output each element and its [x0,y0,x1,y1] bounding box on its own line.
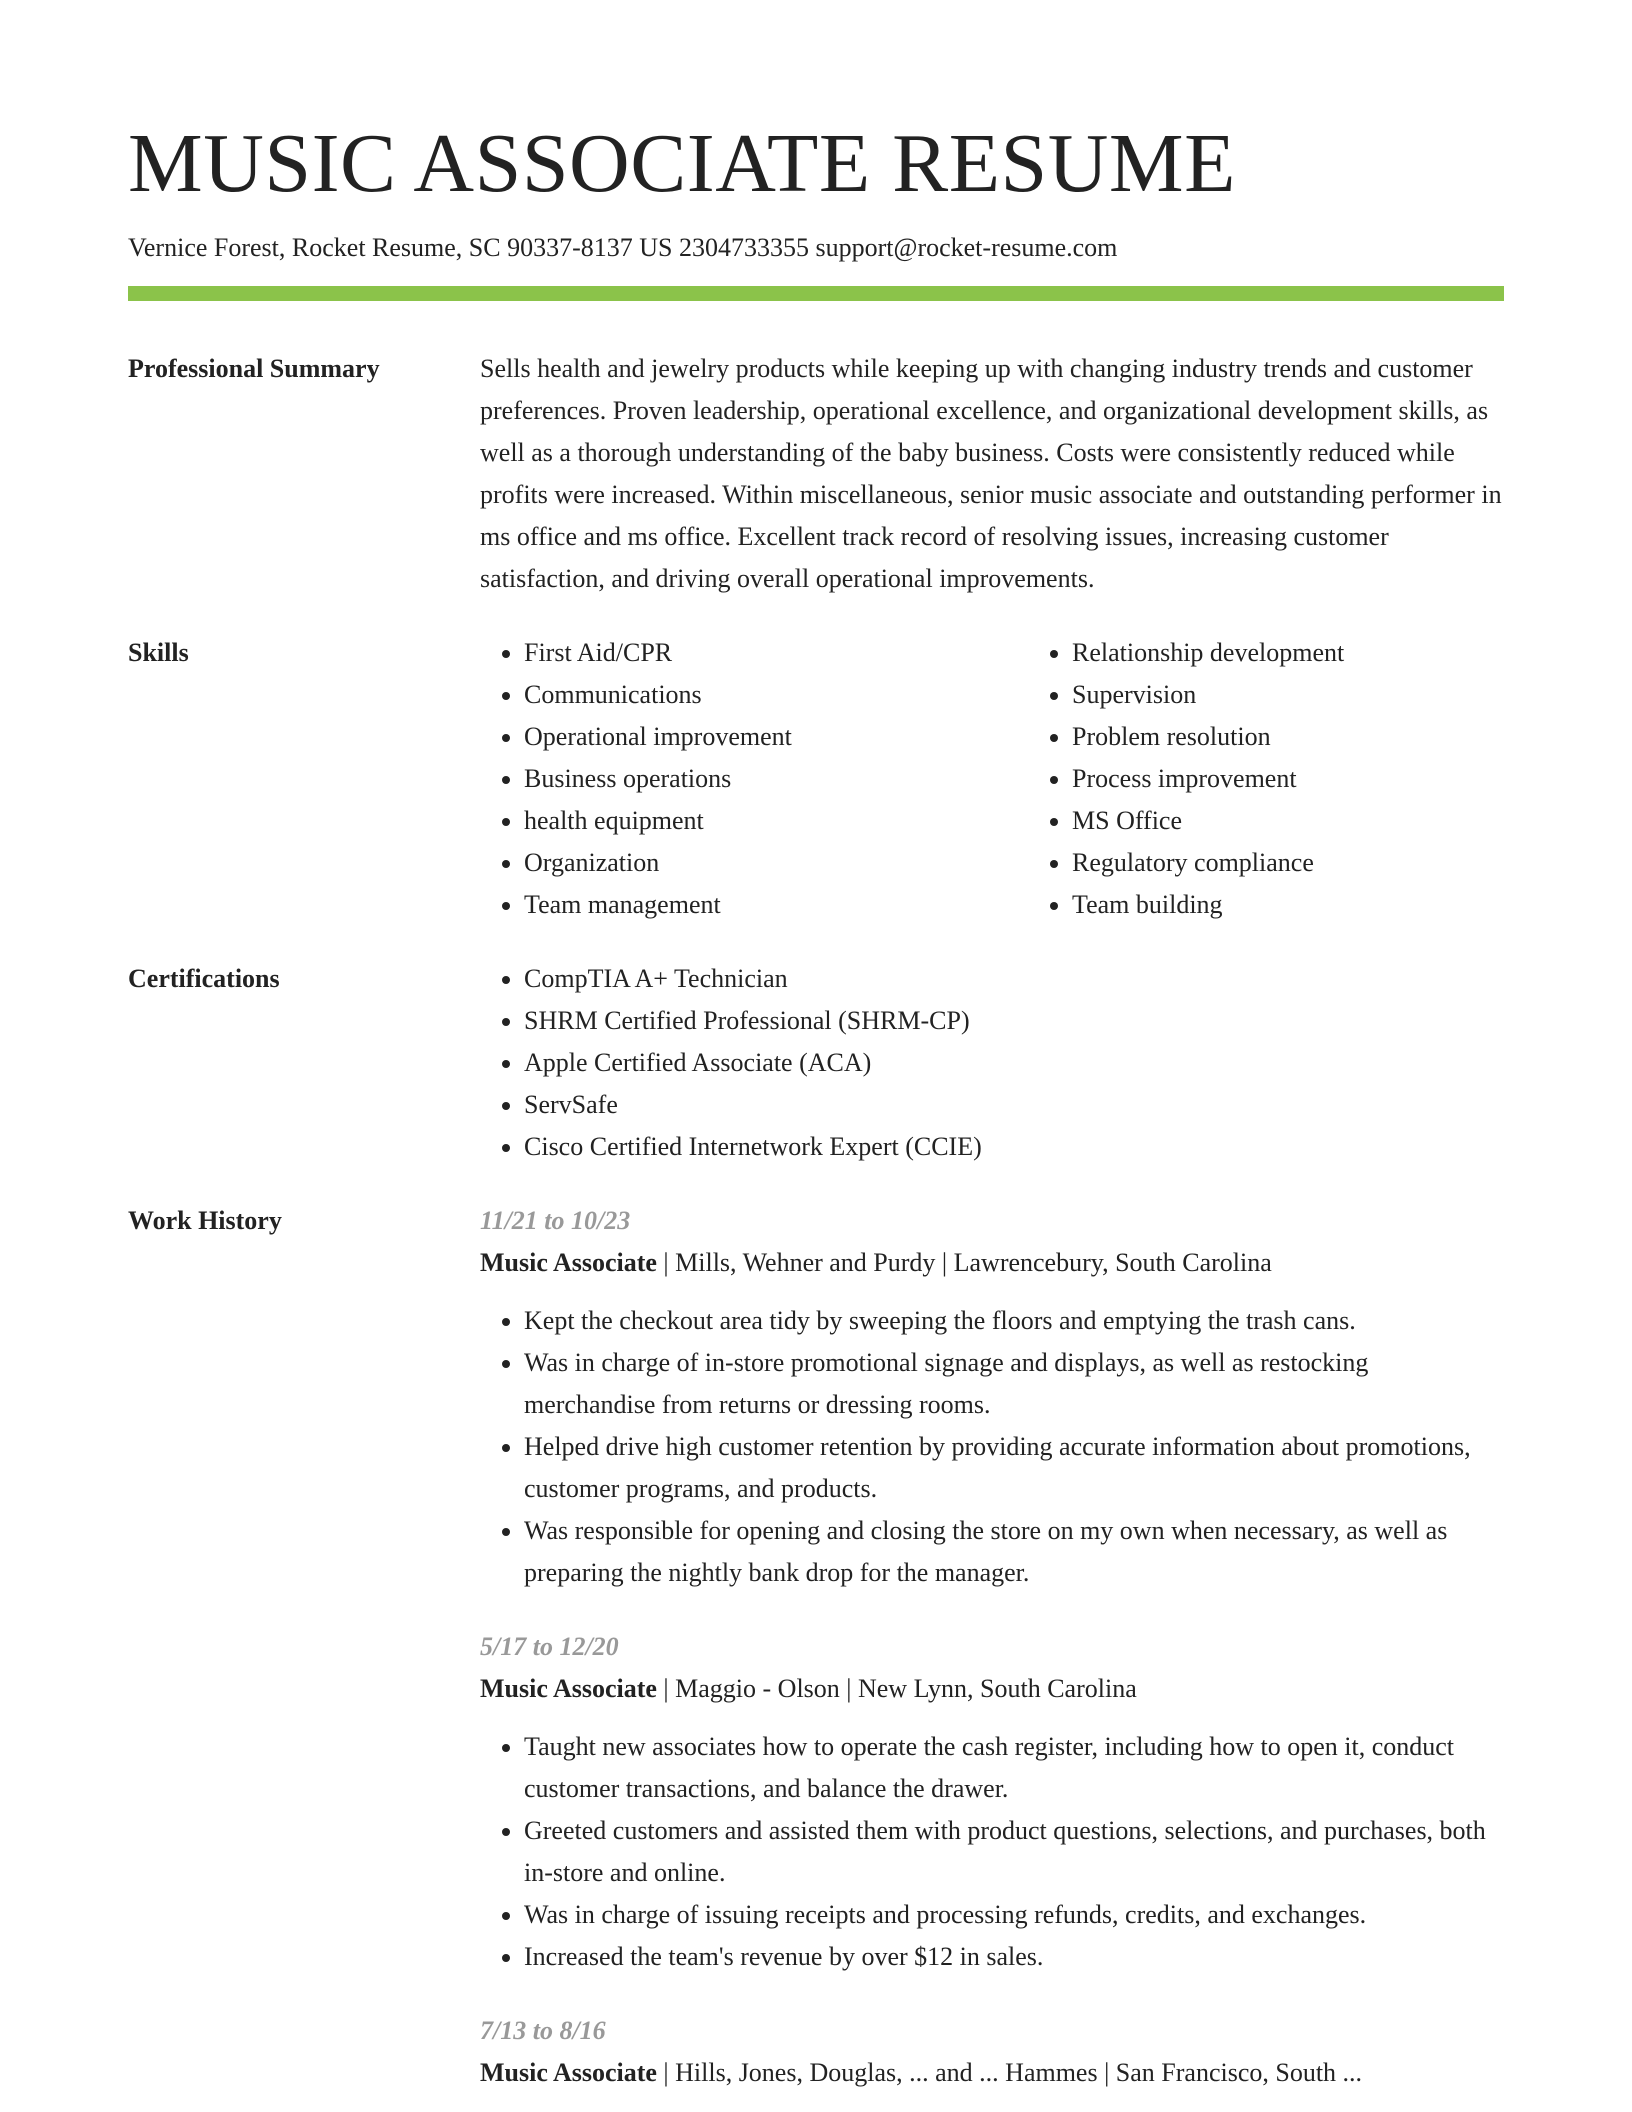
resume-title: MUSIC ASSOCIATE RESUME [128,117,1236,210]
work-history-section [128,1200,1504,2112]
job-title: Music Associate [480,2058,657,2087]
certification-item: • SHRM Certified Professional (SHRM-CP) [524,1000,1504,1042]
resume-header [128,118,1504,264]
skill-item: • Team building [1072,884,1576,926]
job-duty-item: • Was responsible for opening and closing the store on my own when necessary, as well as preparing the nightly bank drop for the manager. [524,1510,1504,1594]
skill-item: • Team management [524,884,1028,926]
job-dates: 5/17 to 12/20 [480,1632,619,1661]
job-duty-item: • Was in charge of issuing receipts and processing refunds, credits, and exchanges. [524,1894,1504,1936]
summary-text: Sells health and jewelry products while keeping up with changing industry trends and customer preferences. Proven leadership, operational excellence, and organizational development skills, as well as a thorough understanding of the baby business. Costs were consistently reduced while profits were increased. Within miscellaneous, senior music associate and outstanding performer in ms office and ms office. Excellent track record of resolving issues, increasing customer satisfaction, and driving overall operational improvements. [480,354,1502,593]
job-duty-item: • Greeted customers and assisted them with product questions, selections, and purchases, both in-store and online. [524,1810,1504,1894]
certifications-section [128,958,1504,1168]
certification-item: • CompTIA A+ Technician [524,958,1504,1000]
skill-item: • Relationship development [1072,632,1576,674]
skills-section [128,632,1504,926]
skill-item: • Supervision [1072,674,1576,716]
skills-list-right [1028,632,1576,926]
summary-content [480,348,1504,600]
section-label-skills: Skills [128,638,189,667]
skill-item: • Operational improvement [524,716,1028,758]
skills-list-left [480,632,1028,926]
certification-item: • Cisco Certified Internetwork Expert (CCIE) [524,1126,1504,1168]
job-heading [480,1668,1504,1710]
certification-item: • Apple Certified Associate (ACA) [524,1042,1504,1084]
skill-item: • First Aid/CPR [524,632,1028,674]
job-duty-item: • Was in charge of in-store promotional signage and displays, as well as restocking merchandise from returns or dressing rooms. [524,1342,1504,1426]
header-divider [128,286,1504,301]
skill-item: • Business operations [524,758,1028,800]
skill-item: • Process improvement [1072,758,1576,800]
job-dates: 7/13 to 8/16 [480,2016,606,2045]
job-duties-list [480,1300,1504,1594]
skills-content [480,632,1576,926]
skill-item: • health equipment [524,800,1028,842]
skill-item: • Problem resolution [1072,716,1576,758]
job-employer-location: | Maggio - Olson | New Lynn, South Carolina [656,1674,1137,1703]
certifications-list [480,958,1504,1168]
resume-body [128,348,1504,2112]
section-label-work-history: Work History [128,1206,282,1235]
contact-info: Vernice Forest, Rocket Resume, SC 90337-8137 US 2304733355 support@rocket-resume.com [128,233,1118,263]
certifications-content [480,958,1504,1168]
summary-section [128,348,1504,600]
skill-item: • MS Office [1072,800,1576,842]
job-duty-item: • Increased the team's revenue by over $12 in sales. [524,1936,1504,1978]
section-label-summary: Professional Summary [128,354,380,383]
work-history-content [480,1200,1504,2112]
job-duty-item: • Helped drive high customer retention by providing accurate information about promotions, customer programs, and products. [524,1426,1504,1510]
job-employer-location: | Hills, Jones, Douglas, ... and ... Hammes | San Francisco, South ... [656,2058,1363,2087]
skill-item: • Regulatory compliance [1072,842,1576,884]
skill-item: • Communications [524,674,1028,716]
job-entry [480,2010,1504,2094]
job-title: Music Associate [480,1674,657,1703]
job-employer-location: | Mills, Wehner and Purdy | Lawrencebury, South Carolina [656,1248,1272,1277]
section-label-certifications: Certifications [128,964,280,993]
skill-item: • Organization [524,842,1028,884]
job-entry [480,1200,1504,1594]
job-duty-item: • Kept the checkout area tidy by sweeping the floors and emptying the trash cans. [524,1300,1504,1342]
job-dates: 11/21 to 10/23 [480,1206,631,1235]
job-heading [480,1242,1504,1284]
job-heading [480,2052,1504,2094]
job-duty-item: • Taught new associates how to operate the cash register, including how to open it, conduct customer transactions, and balance the drawer. [524,1726,1504,1810]
certification-item: • ServSafe [524,1084,1504,1126]
job-duties-list [480,1726,1504,1978]
job-entry [480,1626,1504,1978]
job-title: Music Associate [480,1248,657,1277]
